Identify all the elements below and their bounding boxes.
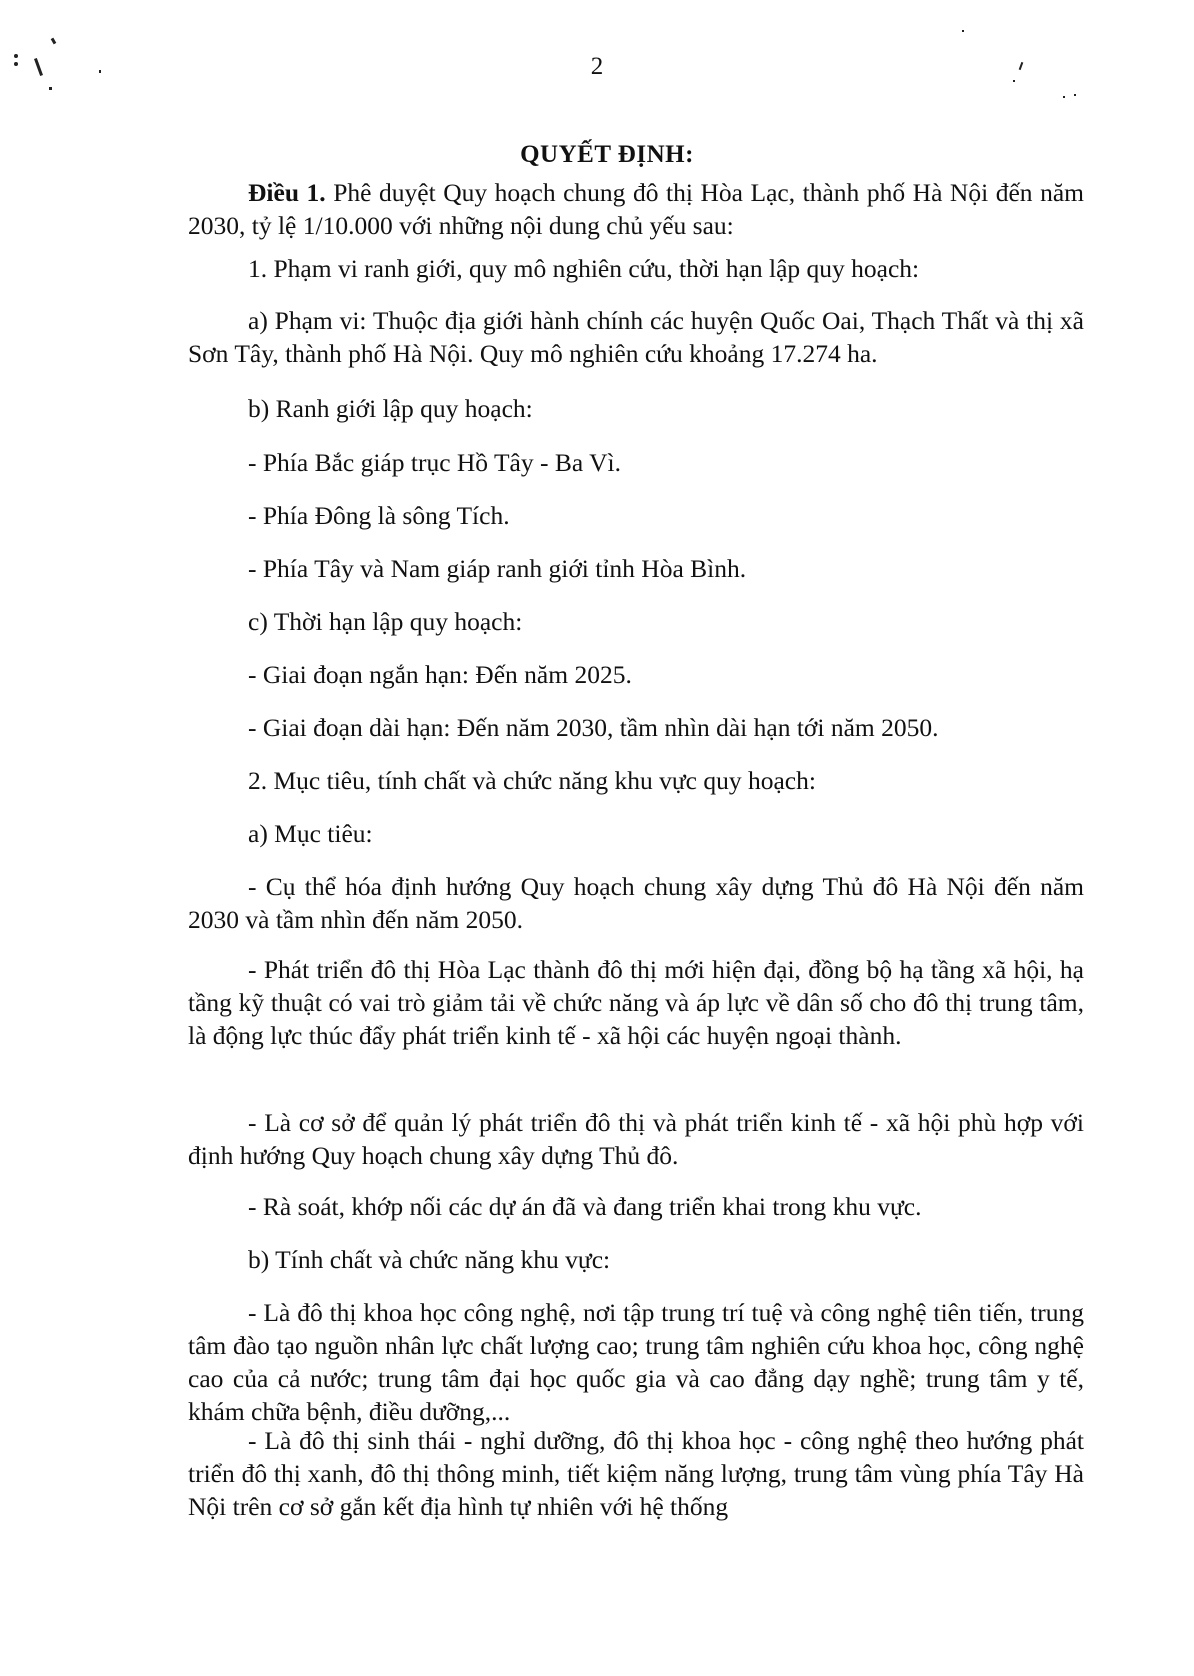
article-label: Điều 1. [248,178,326,207]
boundary-west-south: - Phía Tây và Nam giáp ranh giới tỉnh Hòa Bình. [248,554,747,583]
boundary-east: - Phía Đông là sông Tích. [248,501,510,530]
boundary-heading: b) Ranh giới lập quy hoạch: [248,394,533,423]
objective-1: - Cụ thể hóa định hướng Quy hoạch chung xây dựng Thủ đô Hà Nội đến năm 2030 và tầm nhìn đến năm 2050. [188,872,1084,934]
scan-artifact [1074,94,1076,96]
objective-2: - Phát triển đô thị Hòa Lạc thành đô thị mới hiện đại, đồng bộ hạ tầng xã hội, hạ tầng kỹ thuật có vai trò giảm tải về chức năng và áp lực về dân số cho đô thị trung tâm, là động lực thúc đẩy phát triển kinh tế - xã hội các huyện ngoại thành. [188,955,1084,1050]
scope-paragraph: a) Phạm vi: Thuộc địa giới hành chính các huyện Quốc Oai, Thạch Thất và thị xã Sơn Tây, thành phố Hà Nội. Quy mô nghiên cứu khoảng 17.274 ha. [188,306,1084,368]
article-1-paragraph [188,176,1084,242]
boundary-north: - Phía Bắc giáp trục Hồ Tây - Ba Vì. [248,448,621,477]
timeframe-long-term: - Giai đoạn dài hạn: Đến năm 2030, tầm nhìn dài hạn tới năm 2050. [248,713,939,742]
scan-artifact [962,30,964,32]
section-1-heading: 1. Phạm vi ranh giới, quy mô nghiên cứu, thời hạn lập quy hoạch: [248,254,920,283]
decision-heading: QUYẾT ĐỊNH: [520,141,694,168]
characteristic-1: - Là đô thị khoa học công nghệ, nơi tập trung trí tuệ và công nghệ tiên tiến, trung tâm đào tạo nguồn nhân lực chất lượng cao; trung tâm nghiên cứu khoa học, công nghệ cao của cả nước; trung tâm đại học quốc gia và cao đẳng dạy nghề; trung tâm y tế, khám chữa bệnh, điều dưỡng,... [188,1298,1084,1426]
page-number: 2 [590,53,604,80]
characteristics-heading: b) Tính chất và chức năng khu vực: [248,1245,611,1274]
scan-artifact [1063,96,1065,98]
timeframe-short-term: - Giai đoạn ngắn hạn: Đến năm 2025. [248,660,632,689]
section-2-heading: 2. Mục tiêu, tính chất và chức năng khu vực quy hoạch: [248,766,816,795]
article-text: Phê duyệt Quy hoạch chung đô thị Hòa Lạc, thành phố Hà Nội đến năm 2030, tỷ lệ 1/10.000 với những nội dung chủ yếu sau: [188,178,1084,240]
scan-artifact [49,87,52,90]
objectives-heading: a) Mục tiêu: [248,819,373,848]
characteristic-2: - Là đô thị sinh thái - nghỉ dưỡng, đô thị khoa học - công nghệ theo hướng phát triển đô thị xanh, đô thị thông minh, tiết kiệm năng lượng, trung tâm vùng phía Tây Hà Nội trên cơ sở gắn kết địa hình tự nhiên với hệ thống [188,1426,1084,1521]
objective-3: - Là cơ sở để quản lý phát triển đô thị và phát triển kinh tế - xã hội phù hợp với định hướng Quy hoạch chung xây dựng Thủ đô. [188,1108,1084,1170]
timeframe-heading: c) Thời hạn lập quy hoạch: [248,607,523,636]
objective-4: - Rà soát, khớp nối các dự án đã và đang triển khai trong khu vực. [248,1192,922,1221]
scan-artifact [51,38,57,45]
